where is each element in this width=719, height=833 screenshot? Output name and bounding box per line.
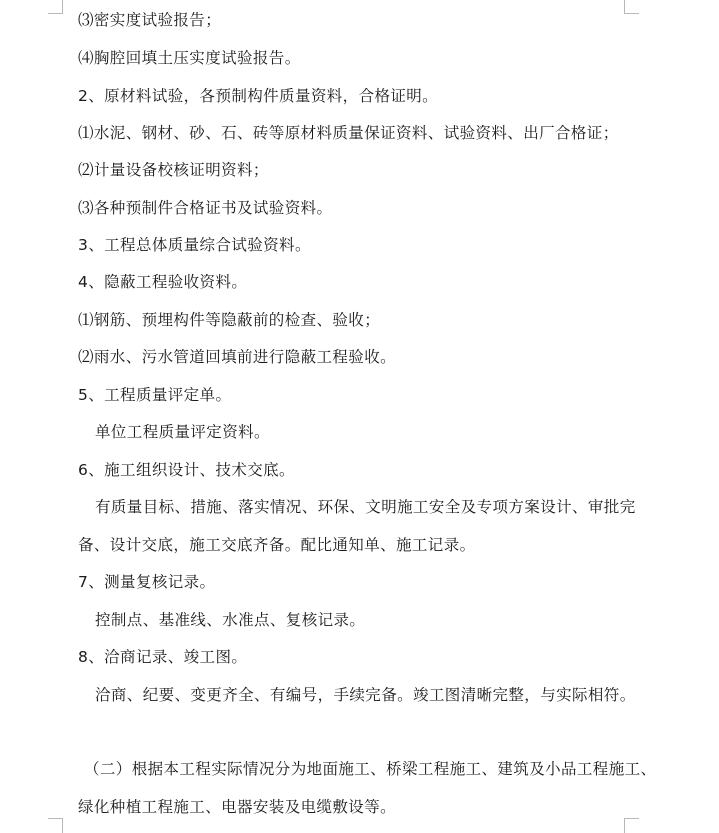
text-line: ⑷胸腔回填土压实度试验报告。 <box>78 49 301 67</box>
text-line: ⑵计量设备校核证明资料； <box>78 161 269 179</box>
margin-mark-bottom-left <box>48 818 63 833</box>
text-line: ⑵雨水、污水管道回填前进行隐蔽工程验收。 <box>78 348 397 366</box>
margin-mark-bottom-right <box>624 818 639 833</box>
text-line: 4、隐蔽工程验收资料。 <box>78 273 248 291</box>
text-line: ⑶密实度试验报告； <box>78 11 222 29</box>
text-line: ⑴钢筋、预埋构件等隐蔽前的检查、验收； <box>78 311 381 329</box>
text-line: （二）根据本工程实际情况分为地面施工、桥梁工程施工、建筑及小品工程施工、 <box>84 760 657 778</box>
text-line: 控制点、基准线、水准点、复核记录。 <box>95 611 366 629</box>
text-line: ⑶各种预制件合格证书及试验资料。 <box>78 199 333 217</box>
margin-mark-top-right <box>624 0 639 14</box>
text-line: 5、工程质量评定单。 <box>78 386 232 404</box>
text-line: 单位工程质量评定资料。 <box>95 423 270 441</box>
text-line: 绿化种植工程施工、电器安装及电缆敷设等。 <box>78 798 397 816</box>
margin-mark-top-left <box>48 0 63 14</box>
text-line: 备、设计交底，施工交底齐备。配比通知单、施工记录。 <box>78 536 476 554</box>
text-line: 7、测量复核记录。 <box>78 573 216 591</box>
text-line: 3、工程总体质量综合试验资料。 <box>78 236 311 254</box>
text-line: 有质量目标、措施、落实情况、环保、文明施工安全及专项方案设计、审批完 <box>95 498 636 516</box>
text-line: 洽商、纪要、变更齐全、有编号，手续完备。竣工图清晰完整，与实际相符。 <box>95 686 636 704</box>
text-line: 2、原材料试验，各预制构件质量资料，合格证明。 <box>78 87 439 105</box>
text-line: 8、洽商记录、竣工图。 <box>78 648 248 666</box>
text-line: ⑴水泥、钢材、砂、石、砖等原材料质量保证资料、试验资料、出厂合格证； <box>78 124 619 142</box>
text-line: 6、施工组织设计、技术交底。 <box>78 461 295 479</box>
